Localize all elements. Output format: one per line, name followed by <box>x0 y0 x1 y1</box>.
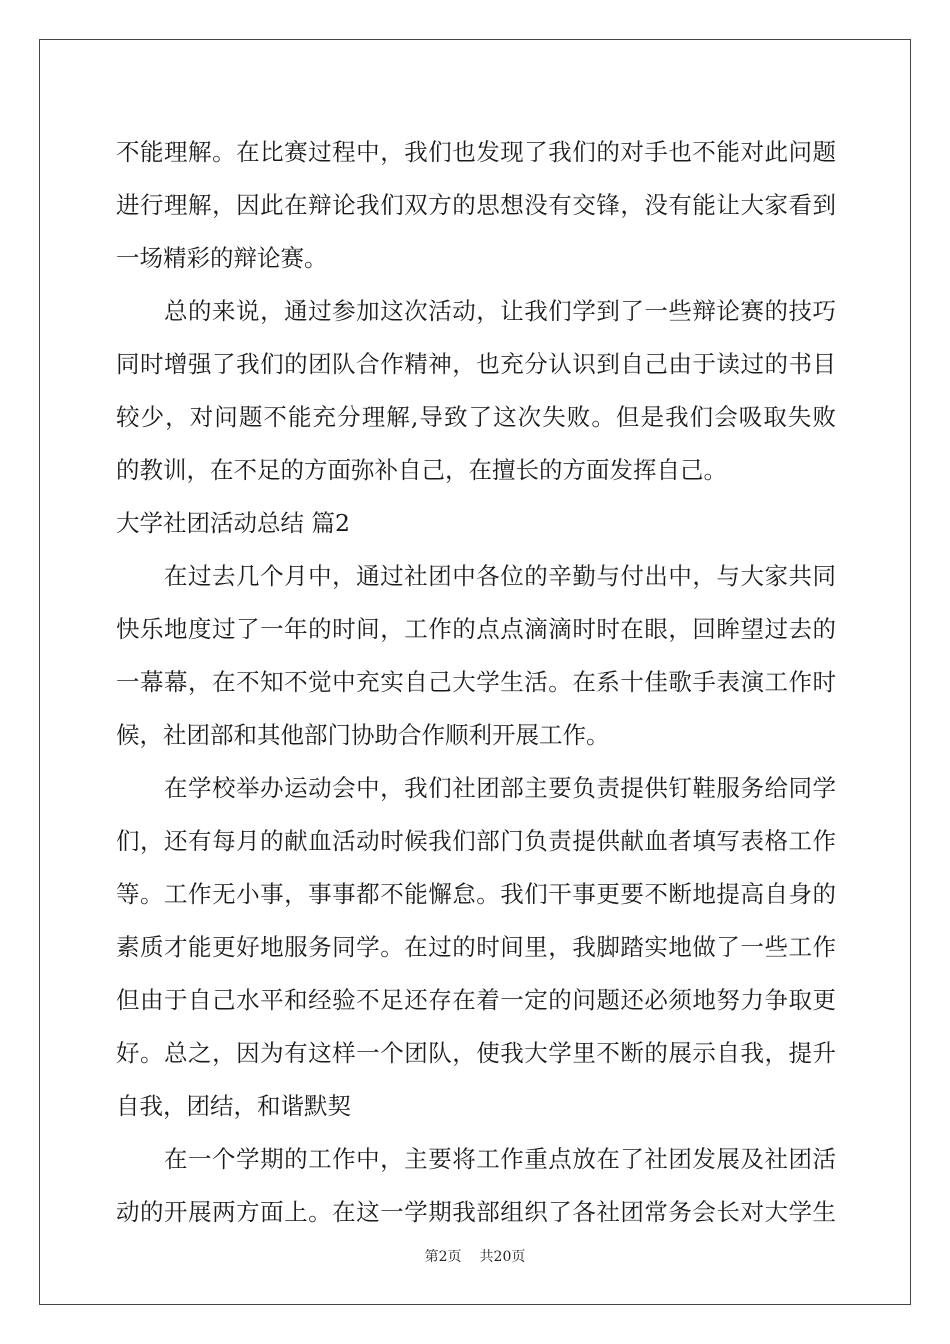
text-line: 好。总之，因为有这样一个团队，使我大学里不断的展示自我，提升 <box>116 1039 836 1067</box>
text-line: 总的来说，通过参加这次活动，让我们学到了一些辩论赛的技巧 <box>164 297 836 325</box>
text-line: 不能理解。在比赛过程中，我们也发现了我们的对手也不能对此问题 <box>116 138 836 166</box>
text-line: 但由于自己水平和经验不足还存在着一定的问题还必须地努力争取更 <box>116 986 836 1014</box>
text-line: 在过去几个月中，通过社团中各位的辛勤与付出中，与大家共同 <box>164 562 836 590</box>
text-line: 动的开展两方面上。在这一学期我部组织了各社团常务会长对大学生 <box>116 1198 836 1226</box>
page-footer <box>0 1246 950 1266</box>
text-line: 进行理解，因此在辩论我们双方的思想没有交锋，没有能让大家看到 <box>116 191 836 219</box>
text-line: 们，还有每月的献血活动时候我们部门负责提供献血者填写表格工作 <box>116 827 836 855</box>
text-line: 等。工作无小事，事事都不能懈怠。我们干事更要不断地提高自身的 <box>116 880 836 908</box>
document-body <box>116 126 836 1239</box>
page-number: 第2页 <box>424 1249 462 1265</box>
text-line: 在学校举办运动会中，我们社团部主要负责提供钉鞋服务给同学 <box>164 774 836 802</box>
text-line: 一幕幕，在不知不觉中充实自己大学生活。在系十佳歌手表演工作时 <box>116 668 836 696</box>
text-line: 较少，对问题不能充分理解,导致了这次失败。但是我们会吸取失败 <box>116 403 836 431</box>
text-line: 素质才能更好地服务同学。在过的时间里，我脚踏实地做了一些工作 <box>116 933 836 961</box>
total-pages: 共20页 <box>479 1249 526 1265</box>
text-line: 自我，团结，和谐默契 <box>116 1092 351 1120</box>
text-line: 在一个学期的工作中，主要将工作重点放在了社团发展及社团活 <box>164 1145 836 1173</box>
text-line: 快乐地度过了一年的时间，工作的点点滴滴时时在眼，回眸望过去的 <box>116 615 836 643</box>
text-line: 一场精彩的辩论赛。 <box>116 244 328 272</box>
text-line: 的教训，在不足的方面弥补自己，在擅长的方面发挥自己。 <box>116 456 727 484</box>
text-line: 同时增强了我们的团队合作精神，也充分认识到自己由于读过的书目 <box>116 350 836 378</box>
text-line: 候，社团部和其他部门协助合作顺利开展工作。 <box>116 721 610 749</box>
section-heading: 大学社团活动总结 篇2 <box>116 509 350 537</box>
